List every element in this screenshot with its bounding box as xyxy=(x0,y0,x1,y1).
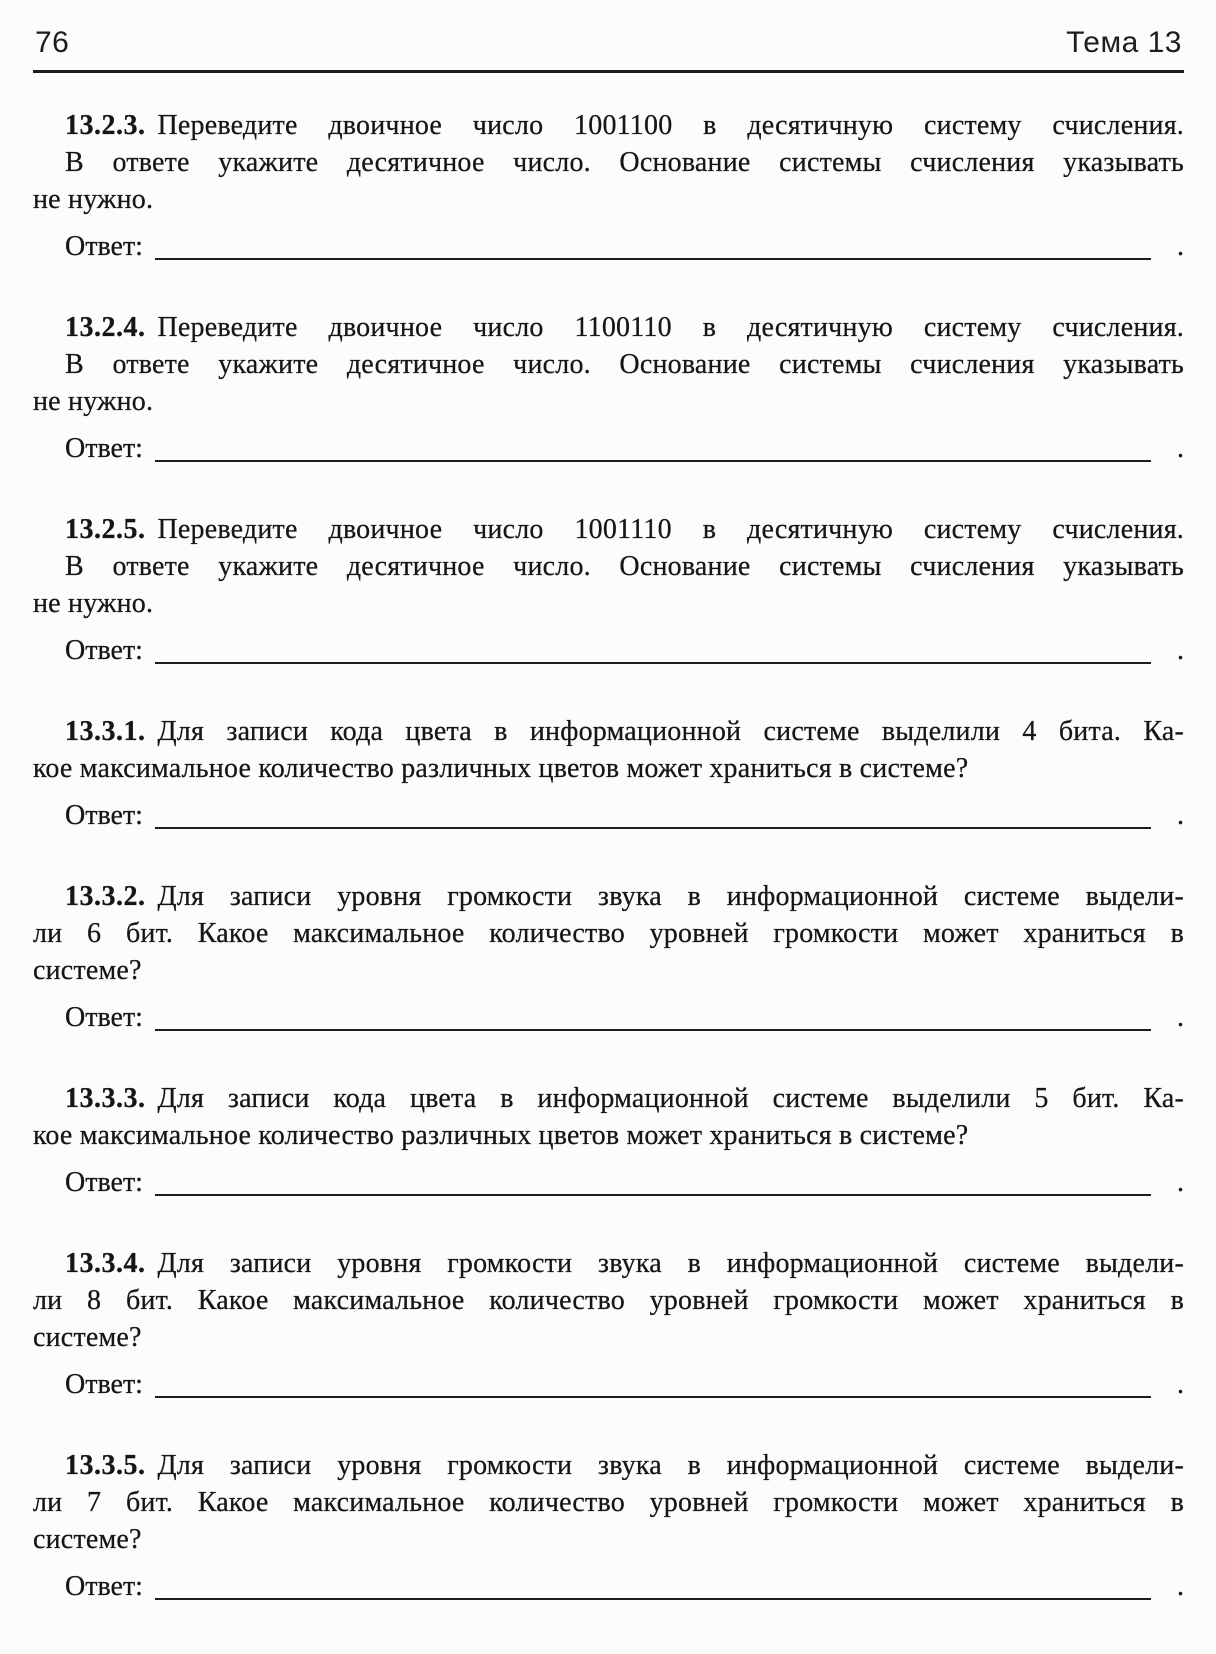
task-line: кое максимальное количество различных цветов может храниться в системе? xyxy=(33,753,969,784)
answer-blank-line xyxy=(155,1029,1151,1031)
task-text: Для записи уровня громкости звука в информационной системе выдели- xyxy=(157,1248,1184,1279)
answer-row xyxy=(33,1164,1184,1201)
task-line: системе? xyxy=(33,1524,142,1555)
page-content xyxy=(33,107,1184,1605)
task-line: не нужно. xyxy=(33,386,154,417)
task-line: В ответе укажите десятичное число. Основание системы счисления указывать xyxy=(65,147,1184,178)
task-line: не нужно. xyxy=(33,184,154,215)
task-text: Для записи уровня громкости звука в информационной системе выдели- xyxy=(157,1450,1184,1481)
task-13-3-4 xyxy=(33,1245,1184,1356)
task-line xyxy=(33,878,1184,915)
task-line xyxy=(33,1447,1184,1484)
answer-period: . xyxy=(1177,1167,1184,1198)
answer-blank-line xyxy=(155,1396,1151,1398)
task-line: системе? xyxy=(33,955,142,986)
task-line xyxy=(33,309,1184,346)
task-number: 13.2.3. xyxy=(65,110,146,141)
answer-label: Ответ: xyxy=(65,1002,143,1033)
task-line xyxy=(33,107,1184,144)
task-13-3-3 xyxy=(33,1080,1184,1154)
answer-blank-line xyxy=(155,1598,1151,1600)
answer-period: . xyxy=(1177,800,1184,831)
task-13-3-1 xyxy=(33,713,1184,787)
task-number: 13.3.5. xyxy=(65,1450,146,1481)
answer-blank-line xyxy=(155,827,1151,829)
task-line xyxy=(33,511,1184,548)
task-line: системе? xyxy=(33,1322,142,1353)
answer-row xyxy=(33,430,1184,467)
answer-row xyxy=(33,797,1184,834)
answer-label: Ответ: xyxy=(65,1167,143,1198)
task-line: В ответе укажите десятичное число. Основание системы счисления указывать xyxy=(65,551,1184,582)
page-header xyxy=(33,24,1184,61)
task-line: ли 7 бит. Какое максимальное количество уровней громкости может храниться в xyxy=(33,1487,1184,1518)
task-text: Переведите двоичное число 1001110 в десятичную систему счисления. xyxy=(157,514,1184,545)
task-13-2-5 xyxy=(33,511,1184,622)
task-text: Переведите двоичное число 1100110 в десятичную систему счисления. xyxy=(157,312,1184,343)
page-number: 76 xyxy=(35,26,70,59)
answer-label: Ответ: xyxy=(65,635,143,666)
answer-period: . xyxy=(1177,231,1184,262)
task-text: Для записи кода цвета в информационной системе выделили 5 бит. Ка- xyxy=(157,1083,1184,1114)
answer-blank-line xyxy=(155,1194,1151,1196)
task-number: 13.3.1. xyxy=(65,716,146,747)
task-line xyxy=(33,1245,1184,1282)
task-13-3-2 xyxy=(33,878,1184,989)
answer-label: Ответ: xyxy=(65,800,143,831)
task-number: 13.2.5. xyxy=(65,514,146,545)
answer-blank-line xyxy=(155,258,1151,260)
answer-label: Ответ: xyxy=(65,231,143,262)
task-line: не нужно. xyxy=(33,588,154,619)
task-text: Переведите двоичное число 1001100 в десятичную систему счисления. xyxy=(157,110,1184,141)
task-13-2-4 xyxy=(33,309,1184,420)
answer-row xyxy=(33,999,1184,1036)
answer-label: Ответ: xyxy=(65,433,143,464)
task-number: 13.2.4. xyxy=(65,312,146,343)
task-number: 13.3.2. xyxy=(65,881,146,912)
task-13-2-3 xyxy=(33,107,1184,218)
answer-row xyxy=(33,1568,1184,1605)
task-line: В ответе укажите десятичное число. Основание системы счисления указывать xyxy=(65,349,1184,380)
task-text: Для записи кода цвета в информационной системе выделили 4 бита. Ка- xyxy=(157,716,1184,747)
answer-blank-line xyxy=(155,662,1151,664)
task-line: кое максимальное количество различных цветов может храниться в системе? xyxy=(33,1120,969,1151)
task-text: Для записи уровня громкости звука в информационной системе выдели- xyxy=(157,881,1184,912)
header-topic: Тема 13 xyxy=(1066,26,1182,59)
task-number: 13.3.4. xyxy=(65,1248,146,1279)
task-13-3-5 xyxy=(33,1447,1184,1558)
answer-row xyxy=(33,1366,1184,1403)
answer-period: . xyxy=(1177,1571,1184,1602)
header-divider xyxy=(33,70,1184,73)
task-number: 13.3.3. xyxy=(65,1083,146,1114)
answer-period: . xyxy=(1177,433,1184,464)
answer-period: . xyxy=(1177,1369,1184,1400)
answer-row xyxy=(33,632,1184,669)
answer-period: . xyxy=(1177,1002,1184,1033)
answer-blank-line xyxy=(155,460,1151,462)
answer-label: Ответ: xyxy=(65,1369,143,1400)
task-line: ли 8 бит. Какое максимальное количество уровней громкости может храниться в xyxy=(33,1285,1184,1316)
answer-period: . xyxy=(1177,635,1184,666)
answer-label: Ответ: xyxy=(65,1571,143,1602)
task-line xyxy=(33,713,1184,750)
task-line: ли 6 бит. Какое максимальное количество уровней громкости может храниться в xyxy=(33,918,1184,949)
answer-row xyxy=(33,228,1184,265)
task-line xyxy=(33,1080,1184,1117)
